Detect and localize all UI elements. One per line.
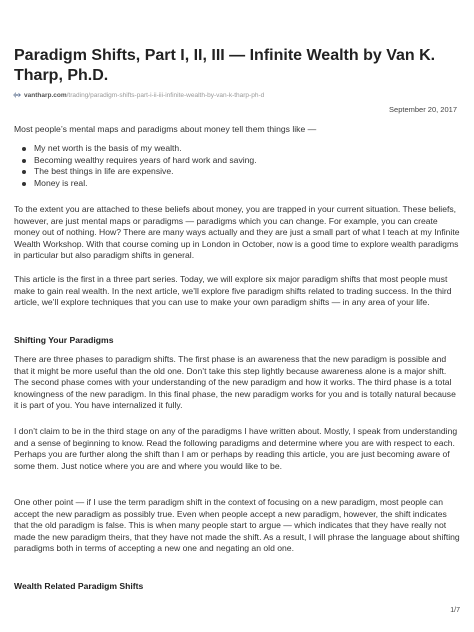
list-item [14,155,454,167]
intro-paragraph: Most people’s mental maps and paradigms about money tell them things like — [14,124,317,134]
paragraph-5: One other point — if I use the term paradigm shift in the context of focusing on a new paradigm, most people can accept the new paradigm as possibly true. Even when people accept a new paradigm, however, the shift indicates that the old paradigm is false. This is when many people start to argue — which indicates that they have really not made the new paradigm theirs, that they have not made the shift. As a result, I will phrase the language about shifting paradigms both in terms of accepting a new one and negating an old one. [14,497,460,554]
list-item-text: My net worth is the basis of my wealth. [34,143,182,153]
section-heading-shifting: Shifting Your Paradigms [14,335,114,345]
bullet-icon [22,147,26,151]
bullet-icon [22,182,26,186]
paragraph-2: This article is the first in a three part series. Today, we will explore six major paradigm shifts that most people must make to gain real wealth. In the next article, we’ll explore five paradigm shifts related to trading success. In the third article, we’ll explore techniques that you can use to make your own paradigm shifts — in any area of your life. [14,274,452,308]
list-item-text: The best things in life are expensive. [34,166,174,177]
list-item-text: Becoming wealthy requires years of hard work and saving. [34,154,257,165]
paragraph-3: There are three phases to paradigm shifts. The first phase is an awareness that the new paradigm is possible and that it might be more useful than the old one. Don’t take this step lightly because awareness alone is a major shift. The second phase comes with your understanding of the new paradigm and how it works. The third phase is a total knowingness of the new paradigm. In this final phase, the new paradigm works for you and is totally natural because it is part of you. You have internalized it fully. [14,354,456,411]
beliefs-list [14,143,454,189]
bullet-icon [22,159,26,163]
list-item [14,143,454,155]
section-heading-wealth: Wealth Related Paradigm Shifts [14,581,144,591]
paragraph-4: I don’t claim to be in the third stage on any of the paradigms I have written about. Mostly, I speak from understanding and a sense of beginning to know. Read the following paradigms and determine where you are with respect to each. Perhaps you are further along the shift than I am or perhaps by reading this article, you are just becoming aware of some them. Just notice where you are and where you would like to be. [14,426,458,471]
list-item [14,166,454,178]
publish-date: September 20, 2017 [389,105,457,114]
paragraph-1: To the extent you are attached to these beliefs about money, you are trapped in your current situation. These beliefs, however, are just mental maps or paradigms — paradigms which you can change. For example, you can create money out of nothing. How? There are many ways actually and they are just a small part of what I teach at my Infinite Wealth Workshop. With that course coming up in London in October, now is a good time to explore wealth paradigms in particular but also paradigm shifts in general. [14,204,460,261]
url-path: /trading/paradigm-shifts-part-i-ii-iii-infinite-wealth-by-van-k-tharp-ph-d [66,91,265,99]
list-item [14,178,454,190]
article-title: Paradigm Shifts, Part I, II, III — Infinite Wealth by Van K. Tharp, Ph.D. [14,47,436,84]
url-domain: vantharp.com [24,91,67,99]
page-number: 1/7 [450,607,460,614]
link-arrows-icon [12,91,22,99]
list-item-text: Money is real. [34,177,88,188]
bullet-icon [22,170,26,174]
source-url[interactable] [12,89,462,101]
